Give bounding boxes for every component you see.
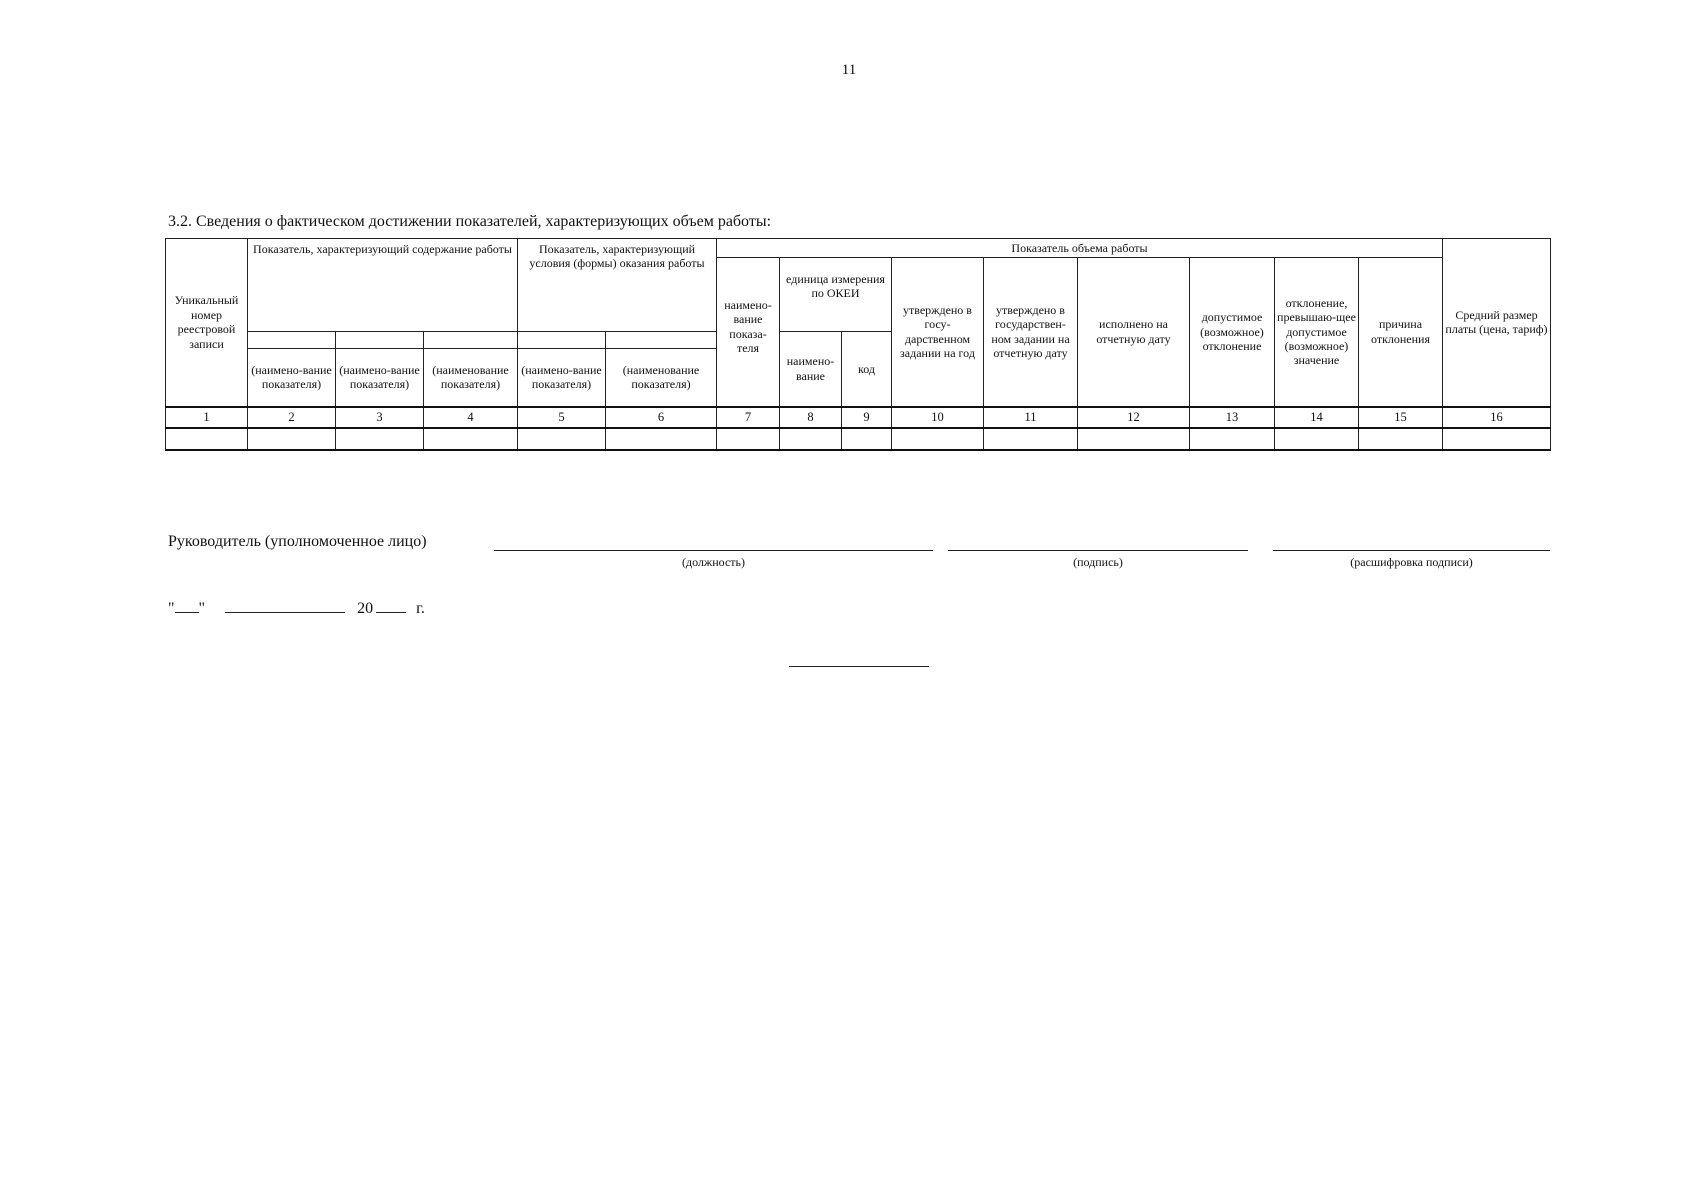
header-unit-name: наимено-вание bbox=[780, 332, 842, 407]
content-empty-2 bbox=[336, 332, 424, 349]
section-title: 3.2. Сведения о фактическом достижении показателей, характеризующих объем работы: bbox=[168, 213, 772, 230]
footnote-rule bbox=[789, 666, 929, 667]
signature-label: Руководитель (уполномоченное лицо) bbox=[168, 533, 427, 550]
table-row bbox=[166, 428, 1551, 450]
content-empty-3 bbox=[424, 332, 518, 349]
signature-line bbox=[948, 550, 1248, 551]
header-unit-code: код bbox=[842, 332, 892, 407]
page-number: 11 bbox=[841, 62, 857, 78]
conditions-empty-1 bbox=[518, 332, 606, 349]
subheader-content-3: (наименование показателя) bbox=[424, 349, 518, 407]
table-cell bbox=[166, 428, 248, 450]
column-number: 13 bbox=[1190, 407, 1275, 428]
table-cell bbox=[842, 428, 892, 450]
subheader-conditions-2: (наименование показателя) bbox=[606, 349, 717, 407]
table-cell bbox=[1275, 428, 1359, 450]
date-close-quote: " bbox=[198, 600, 206, 617]
date-line bbox=[168, 598, 425, 618]
table-cell bbox=[248, 428, 336, 450]
decoding-caption: (расшифровка подписи) bbox=[1350, 555, 1473, 569]
header-exceeding-deviation: отклонение, превышаю-щее допустимое (возможное) значение bbox=[1275, 258, 1359, 407]
year-prefix: 20 bbox=[357, 600, 374, 617]
table-cell bbox=[518, 428, 606, 450]
column-number: 16 bbox=[1443, 407, 1551, 428]
column-number: 10 bbox=[892, 407, 984, 428]
table-cell bbox=[1359, 428, 1443, 450]
column-number: 14 bbox=[1275, 407, 1359, 428]
date-open-quote: " bbox=[168, 600, 175, 617]
table-cell bbox=[336, 428, 424, 450]
conditions-empty-2 bbox=[606, 332, 717, 349]
table-cell bbox=[984, 428, 1078, 450]
column-number: 7 bbox=[717, 407, 780, 428]
decoding-line bbox=[1273, 550, 1550, 551]
table-cell bbox=[1443, 428, 1551, 450]
column-number: 9 bbox=[842, 407, 892, 428]
header-executed: исполнено на отчетную дату bbox=[1078, 258, 1190, 407]
header-content-indicator: Показатель, характеризующий содержание работы bbox=[248, 239, 518, 332]
day-blank bbox=[175, 598, 199, 613]
table-cell bbox=[1190, 428, 1275, 450]
header-unique-number: Уникальный номер реестровой записи bbox=[166, 239, 248, 407]
year-blank bbox=[376, 598, 406, 613]
header-volume-indicator: Показатель объема работы bbox=[717, 239, 1443, 258]
column-number: 5 bbox=[518, 407, 606, 428]
month-blank bbox=[225, 598, 345, 613]
header-deviation-reason: причина отклонения bbox=[1359, 258, 1443, 407]
header-allowed-deviation: допустимое (возможное) отклонение bbox=[1190, 258, 1275, 407]
position-line bbox=[494, 550, 933, 551]
header-average-price: Средний размер платы (цена, тариф) bbox=[1443, 239, 1551, 407]
column-number: 11 bbox=[984, 407, 1078, 428]
work-volume-table bbox=[165, 238, 1551, 451]
subheader-content-1: (наимено-вание показателя) bbox=[248, 349, 336, 407]
header-indicator-name: наимено-вание показа-теля bbox=[717, 258, 780, 407]
signature-caption: (подпись) bbox=[1073, 555, 1123, 569]
column-number: 4 bbox=[424, 407, 518, 428]
table-cell bbox=[892, 428, 984, 450]
table-cell bbox=[606, 428, 717, 450]
column-number-row bbox=[166, 407, 1551, 428]
year-suffix: г. bbox=[416, 600, 425, 617]
column-number: 6 bbox=[606, 407, 717, 428]
header-approved-date: утверждено в государствен-ном задании на отчетную дату bbox=[984, 258, 1078, 407]
column-number: 15 bbox=[1359, 407, 1443, 428]
table-cell bbox=[424, 428, 518, 450]
table-cell bbox=[717, 428, 780, 450]
column-number: 1 bbox=[166, 407, 248, 428]
header-unit-okei: единица измерения по ОКЕИ bbox=[780, 258, 892, 332]
column-number: 3 bbox=[336, 407, 424, 428]
column-number: 12 bbox=[1078, 407, 1190, 428]
table-cell bbox=[780, 428, 842, 450]
subheader-content-2: (наимено-вание показателя) bbox=[336, 349, 424, 407]
position-caption: (должность) bbox=[682, 555, 745, 569]
header-conditions-indicator: Показатель, характеризующий условия (формы) оказания работы bbox=[518, 239, 717, 332]
column-number: 2 bbox=[248, 407, 336, 428]
subheader-conditions-1: (наимено-вание показателя) bbox=[518, 349, 606, 407]
content-empty-1 bbox=[248, 332, 336, 349]
column-number: 8 bbox=[780, 407, 842, 428]
table-cell bbox=[1078, 428, 1190, 450]
header-approved-year: утверждено в госу-дарственном задании на год bbox=[892, 258, 984, 407]
